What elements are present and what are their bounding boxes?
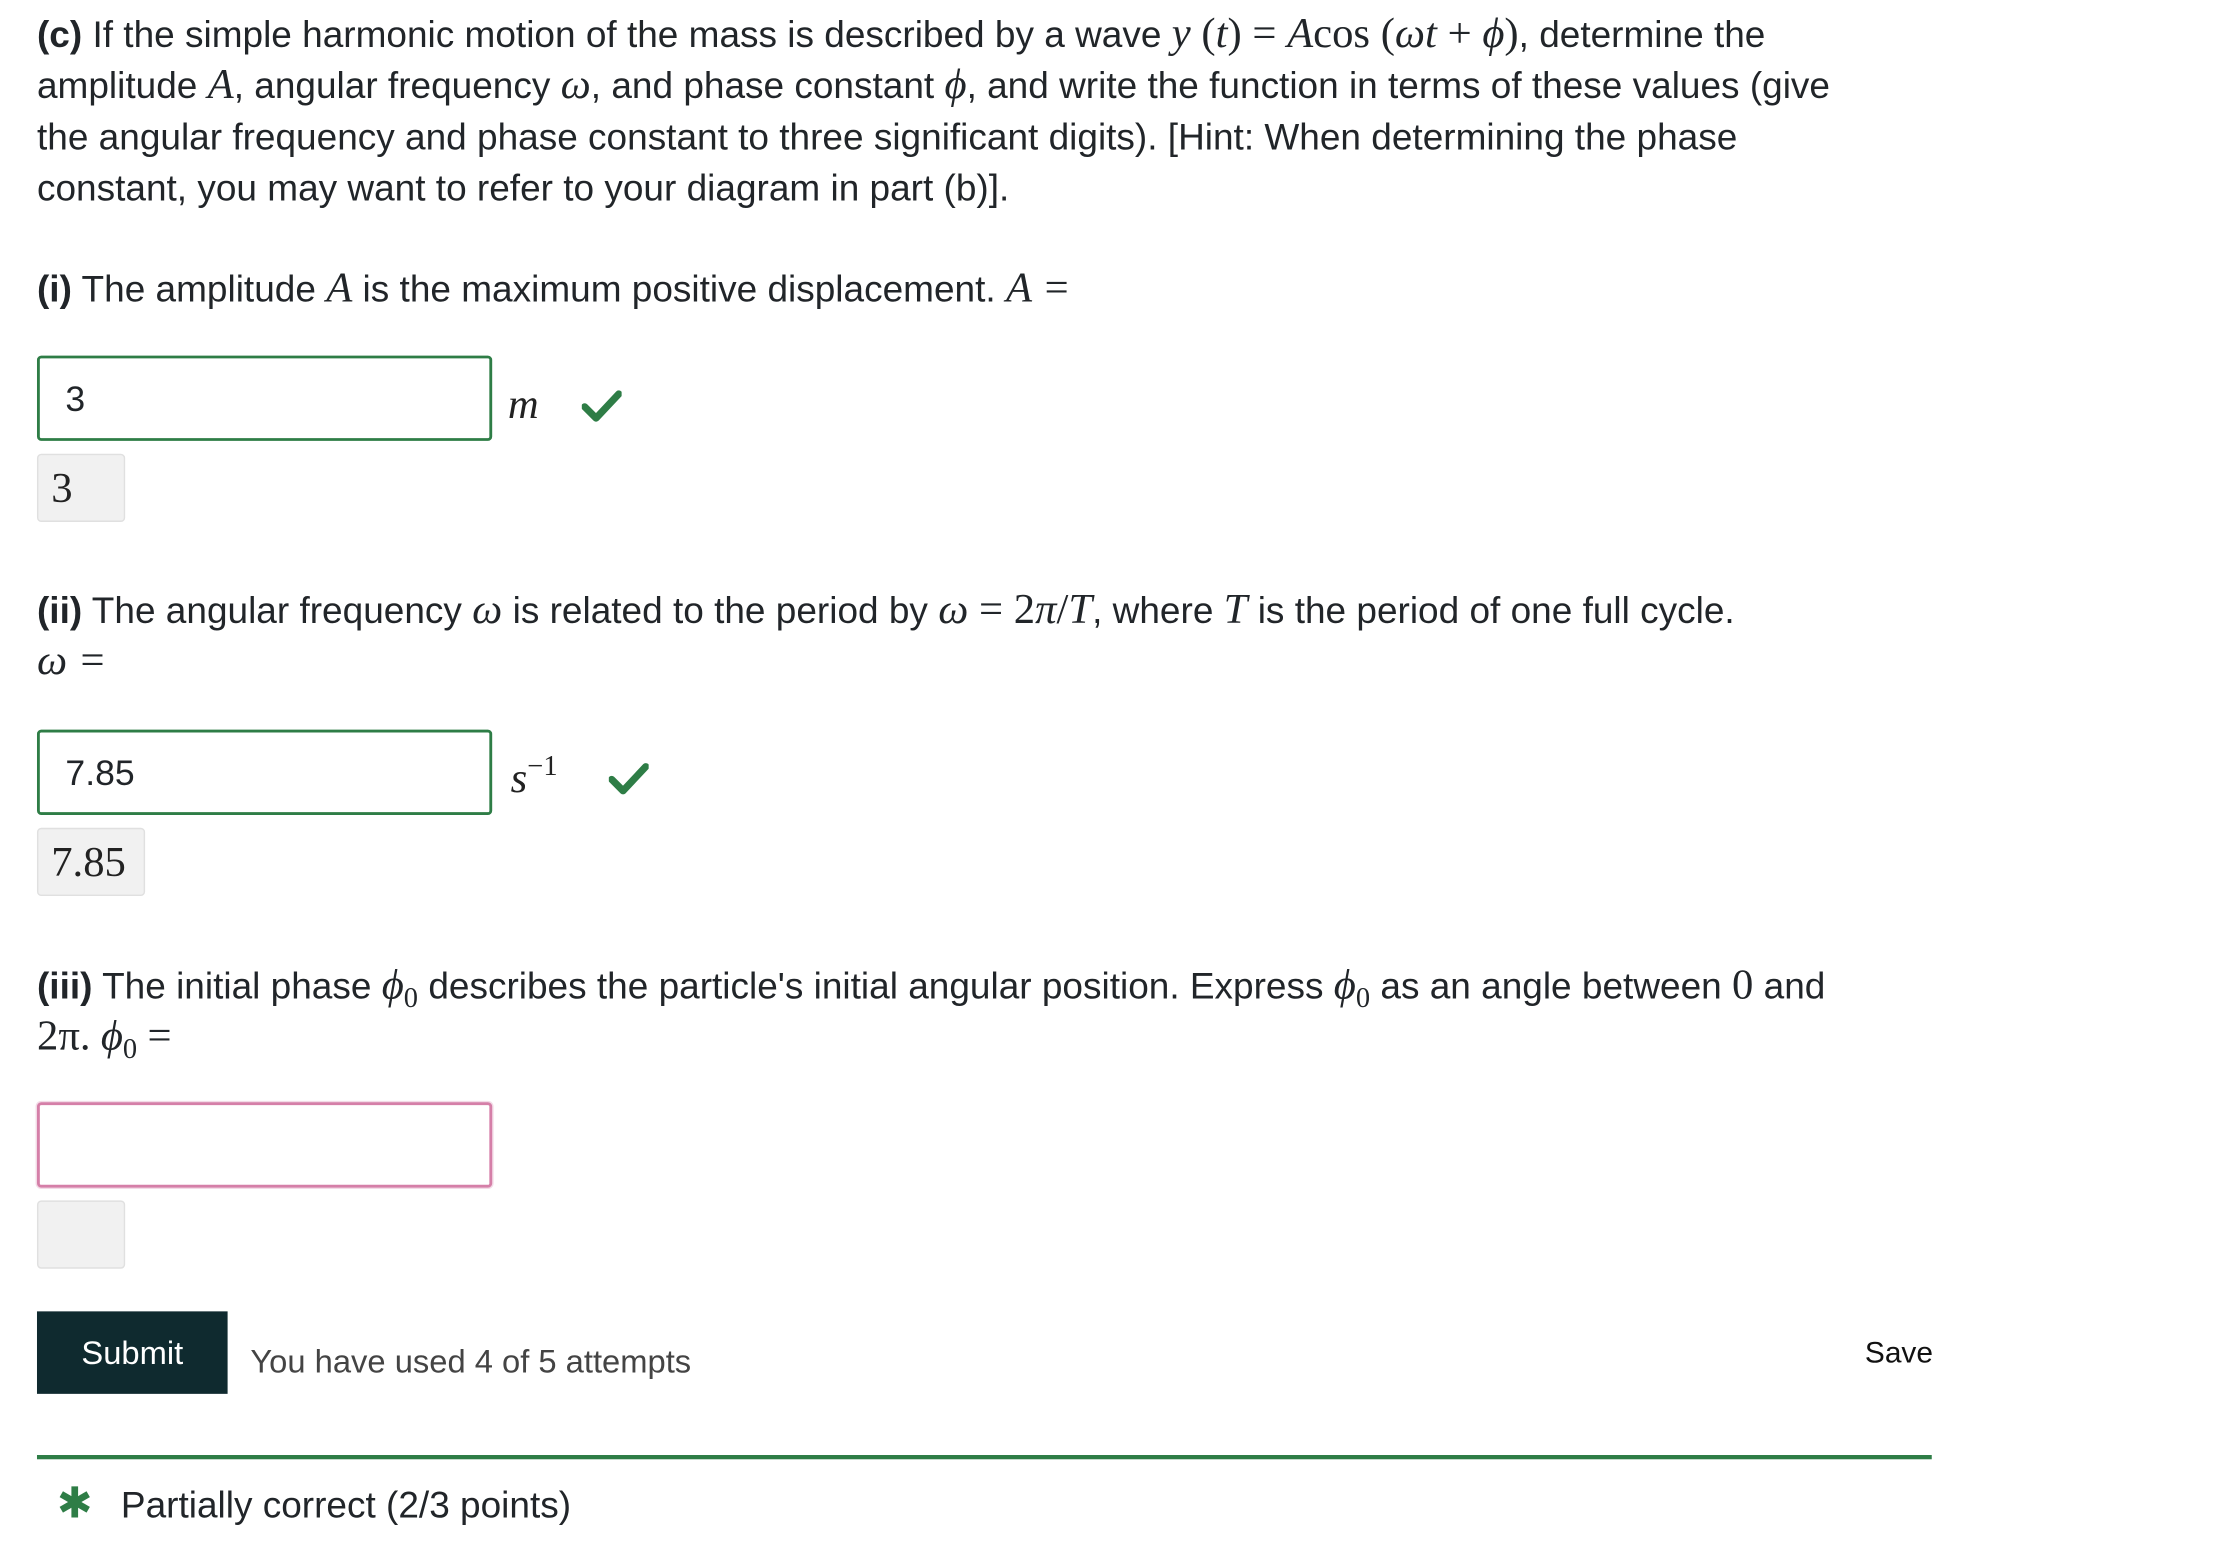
subscript: 0 [1355,982,1371,1015]
symbol-phi: ϕ [381,961,404,1009]
angular-frequency-input[interactable] [37,730,492,815]
intro-text: constant, you may want to refer to your diagram in part (b)]. [36,166,1010,210]
angular-frequency-preview [37,828,145,896]
symbol-phi0 [100,1012,138,1066]
part-i-prompt [37,263,1943,314]
part-i-label: (i) [36,267,72,311]
symbol-zero: 0 [1732,961,1754,1009]
intro-tail: , determine the [1518,12,1766,56]
equation-lhs: ω = [36,637,107,685]
amplitude-unit: m [507,381,539,429]
prompt-text: as an angle between [1380,964,1722,1007]
check-icon [582,388,622,422]
symbol-omega: ω [472,585,503,633]
intro-text: , and phase constant [590,64,935,107]
result-divider [37,1455,1932,1459]
check-icon [609,761,649,795]
symbol-A: A [207,61,234,109]
amplitude-input[interactable] [37,356,492,441]
equals-sign: = [147,1012,172,1060]
amplitude-preview-value: 3 [51,465,73,513]
symbol-T: T [1223,585,1248,633]
symbol-omega: ω [560,61,591,109]
angular-frequency-unit [510,750,558,803]
symbol-phi0 [381,961,419,1015]
prompt-text: The initial phase [102,964,372,1007]
intro-text: If the simple harmonic motion of the mass is described by a wave [92,12,1162,56]
intro-text: , and write the function in terms of these values (give [966,64,1831,107]
prompt-text: describes the particle's initial angular position. Express [428,964,1324,1007]
intro-text: amplitude [36,64,198,107]
symbol-phi: ϕ [100,1012,123,1060]
asterisk-icon: ✱ [56,1480,93,1528]
symbol-two-pi: 2π. [36,1012,91,1060]
prompt-text: is related to the period by [512,588,928,632]
subscript: 0 [122,1034,138,1066]
attempts-counter: You have used 4 of 5 attempts [250,1342,692,1380]
result-status: Partially correct (2/3 points) [120,1483,572,1527]
save-button[interactable]: Save [1864,1336,1933,1370]
intro-text: , angular frequency [233,64,551,107]
part-ii-label: (ii) [36,588,83,632]
symbol-phi0 [1333,961,1371,1015]
prompt-text: The angular frequency [91,588,462,632]
period-formula: ω = 2π/T [938,585,1093,633]
part-ii-prompt [37,585,1943,687]
part-iii-prompt [36,960,1943,1066]
question-intro [37,9,1943,214]
symbol-A: A [326,264,353,312]
unit-base: s [510,755,528,803]
part-iii-label: (iii) [36,964,93,1007]
angular-frequency-input-value: 7.85 [65,753,135,794]
wave-formula: y (t) = Acos (ωt + ϕ) [1171,9,1519,57]
initial-phase-input[interactable] [37,1102,492,1187]
prompt-text: , where [1092,588,1214,632]
amplitude-input-value: 3 [65,379,86,420]
submit-button[interactable]: Submit [37,1311,228,1393]
part-c-label: (c) [36,12,83,56]
symbol-phi: ϕ [944,61,967,109]
angular-frequency-preview-value: 7.85 [51,839,126,887]
prompt-text: is the maximum positive displacement. [362,267,996,311]
intro-text: the angular frequency and phase constant to three significant digits). [Hint: When determining the phase [36,115,1738,158]
prompt-text: is the period of one full cycle. [1257,588,1735,632]
unit-exponent: −1 [527,750,558,783]
symbol-phi: ϕ [1333,961,1356,1009]
prompt-text: and [1763,964,1826,1007]
equation-lhs: A = [1005,264,1071,312]
prompt-text: The amplitude [81,267,316,311]
subscript: 0 [403,982,419,1015]
amplitude-preview [37,454,125,522]
initial-phase-preview [37,1200,125,1268]
